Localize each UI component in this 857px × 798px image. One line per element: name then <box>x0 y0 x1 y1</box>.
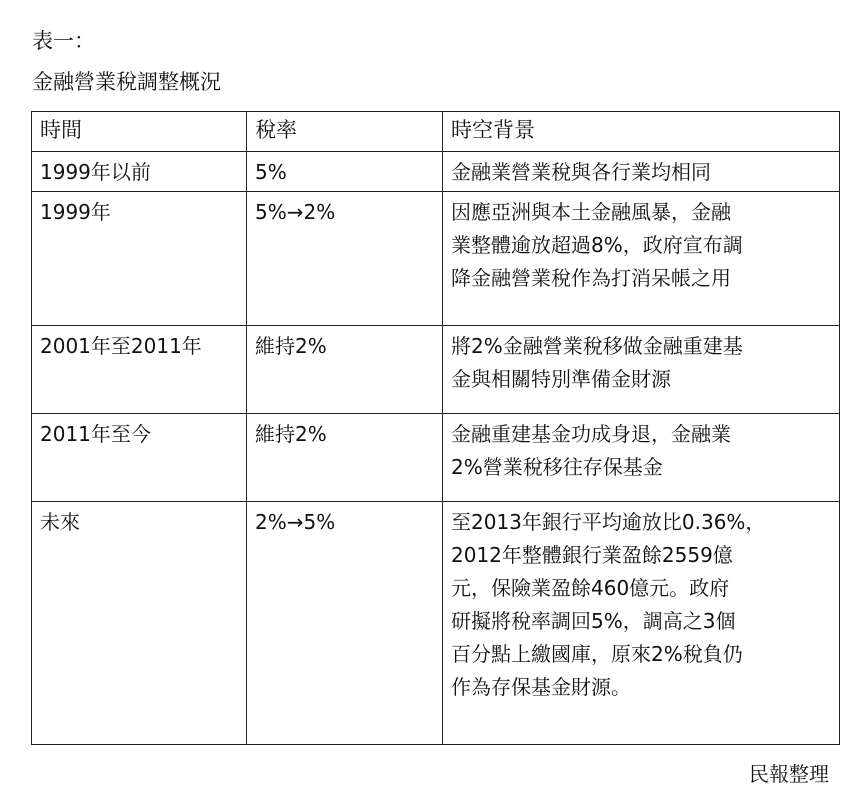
table-title: 金融營業稅調整概況 <box>32 70 221 94</box>
period-cell: 1999年以前 <box>32 152 247 192</box>
rate-cell: 5%→2% <box>247 192 443 326</box>
background-cell <box>443 502 840 745</box>
background-line: 金融業營業稅與各行業均相同 <box>451 160 711 184</box>
background-cell <box>443 414 840 502</box>
period-cell: 2011年至今 <box>32 414 247 502</box>
rate-cell: 5% <box>247 152 443 192</box>
background-line: 研擬將稅率調回5%，調高之3個 <box>451 609 736 633</box>
background-line: 百分點上繳國庫，原來2%稅負仍 <box>451 642 743 666</box>
background-line: 降金融營業稅作為打消呆帳之用 <box>451 266 731 290</box>
background-line: 因應亞洲與本土金融風暴，金融 <box>451 200 731 224</box>
tax-adjustment-table <box>31 111 840 745</box>
rate-cell: 維持2% <box>247 414 443 502</box>
table-label: 表一： <box>32 29 95 53</box>
background-line: 金與相關特別準備金財源 <box>451 367 671 391</box>
column-header-rate: 稅率 <box>247 112 443 152</box>
background-cell <box>443 192 840 326</box>
table-row <box>32 326 840 414</box>
period-cell: 2001年至2011年 <box>32 326 247 414</box>
period-cell: 未來 <box>32 502 247 745</box>
background-line: 2%營業稅移往存保基金 <box>451 455 663 479</box>
column-header-background: 時空背景 <box>443 112 840 152</box>
background-line: 至2013年銀行平均逾放比0.36%， <box>451 510 766 534</box>
background-cell <box>443 152 840 192</box>
table-header-row <box>32 112 840 152</box>
source-credit: 民報整理 <box>749 762 829 786</box>
background-line: 2012年整體銀行業盈餘2559億 <box>451 543 733 567</box>
background-line: 金融重建基金功成身退，金融業 <box>451 422 731 446</box>
column-header-period: 時間 <box>32 112 247 152</box>
background-cell <box>443 326 840 414</box>
table-row <box>32 502 840 745</box>
background-line: 將2%金融營業稅移做金融重建基 <box>451 334 743 358</box>
background-line: 作為存保基金財源。 <box>451 675 631 699</box>
rate-cell: 維持2% <box>247 326 443 414</box>
period-cell: 1999年 <box>32 192 247 326</box>
background-line: 元，保險業盈餘460億元。政府 <box>451 576 730 600</box>
table-row <box>32 192 840 326</box>
table-row <box>32 414 840 502</box>
background-line: 業整體逾放超過8%，政府宣布調 <box>451 233 743 257</box>
table-row <box>32 152 840 192</box>
rate-cell: 2%→5% <box>247 502 443 745</box>
